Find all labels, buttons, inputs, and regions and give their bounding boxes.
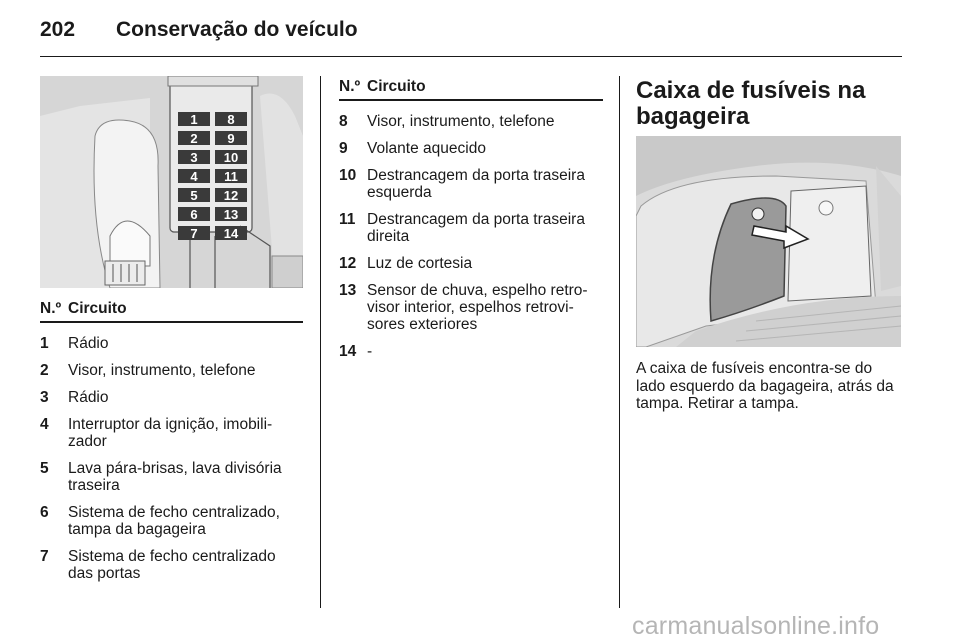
table-row [339, 211, 603, 245]
fuse-box-illustration [40, 76, 303, 288]
table-header [40, 300, 303, 323]
fuse-slot-label: 9 [227, 131, 235, 146]
table-row [40, 504, 303, 538]
page-number: 202 [40, 18, 76, 41]
fuse-slot-label: 3 [190, 150, 198, 165]
circuit-description: Luz de cortesia [367, 255, 473, 272]
fuse-number: 9 [339, 140, 348, 157]
col-circuit-header: Circuito [68, 300, 127, 317]
circuit-description: Visor, instrumento, telefone [68, 362, 256, 379]
circuit-description: Visor, instrumento, telefone [367, 113, 555, 130]
table-row [40, 460, 303, 494]
fuse-slot-label: 1 [190, 112, 198, 127]
circuit-description: Lava pára-brisas, lava divisória traseira [68, 460, 282, 494]
table-row [40, 362, 303, 379]
table-row [339, 343, 603, 360]
circuit-description: Rádio [68, 335, 109, 352]
chapter-title: Conservação do veículo [116, 18, 358, 41]
fuse-number: 4 [40, 416, 49, 433]
circuit-description: Volante aquecido [367, 140, 486, 157]
circuit-description: Rádio [68, 389, 109, 406]
fuse-slot-label: 4 [190, 169, 198, 184]
fuse-slot-label: 6 [190, 207, 198, 222]
circuit-table-left [40, 300, 303, 582]
col-number-header: N.º [40, 300, 62, 317]
table-row [339, 282, 603, 333]
fuse-number: 12 [339, 255, 357, 272]
page-header [40, 10, 902, 56]
fuse-slot-label: 13 [223, 207, 239, 222]
circuit-description: Destrancagem da porta traseira esquerda [367, 167, 585, 201]
fuse-number: 10 [339, 167, 357, 184]
fuse-slot-label: 10 [223, 150, 239, 165]
fuse-number: 2 [40, 362, 49, 379]
col-number-header: N.º [339, 78, 361, 95]
circuit-description: Sistema de fecho centralizado das portas [68, 548, 276, 582]
column-divider [619, 76, 620, 608]
table-row [339, 113, 603, 130]
circuit-table-right [339, 78, 603, 360]
table-row [40, 389, 303, 406]
circuit-description: - [367, 343, 373, 360]
fuse-number: 3 [40, 389, 49, 406]
section-title: Caixa de fusíveis na bagageira [636, 77, 866, 130]
section-body: A caixa de fusíveis encontra-se do lado esquerdo da bagageira, atrás da tampa. Retirar a tampa. [636, 360, 894, 412]
table-header [339, 78, 603, 101]
table-row [339, 255, 603, 272]
circuit-description: Interruptor da ignição, imobili- zador [68, 416, 273, 450]
fuse-number: 13 [339, 282, 357, 299]
circuit-description: Sistema de fecho centralizado, tampa da bagageira [68, 504, 280, 538]
fuse-number: 8 [339, 113, 348, 130]
col-circuit-header: Circuito [367, 78, 426, 95]
fuse-slot-label: 2 [190, 131, 198, 146]
luggage-compartment-illustration [636, 136, 901, 347]
circuit-description: Destrancagem da porta traseira direita [367, 211, 585, 245]
circuit-description: Sensor de chuva, espelho retro- visor interior, espelhos retrovi- sores exteriores [367, 282, 588, 333]
fuse-slot-label: 14 [223, 226, 239, 241]
watermark: carmanualsonline.info [632, 612, 880, 640]
header-rule [40, 56, 902, 57]
fuse-number: 5 [40, 460, 49, 477]
table-row [40, 335, 303, 352]
fuse-number: 1 [40, 335, 49, 352]
fuse-slot-label: 7 [190, 226, 198, 241]
table-row [40, 548, 303, 582]
fuse-number: 6 [40, 504, 49, 521]
column-divider [320, 76, 321, 608]
fuse-number: 14 [339, 343, 357, 360]
table-row [339, 167, 603, 201]
table-row [339, 140, 603, 157]
fuse-slot-label: 5 [190, 188, 198, 203]
fuse-slot-label: 8 [227, 112, 235, 127]
fuse-number: 11 [339, 211, 356, 228]
table-row [40, 416, 303, 450]
fuse-slot-label: 12 [223, 188, 239, 203]
fuse-number: 7 [40, 548, 49, 565]
fuse-slot-label: 11 [224, 169, 238, 184]
